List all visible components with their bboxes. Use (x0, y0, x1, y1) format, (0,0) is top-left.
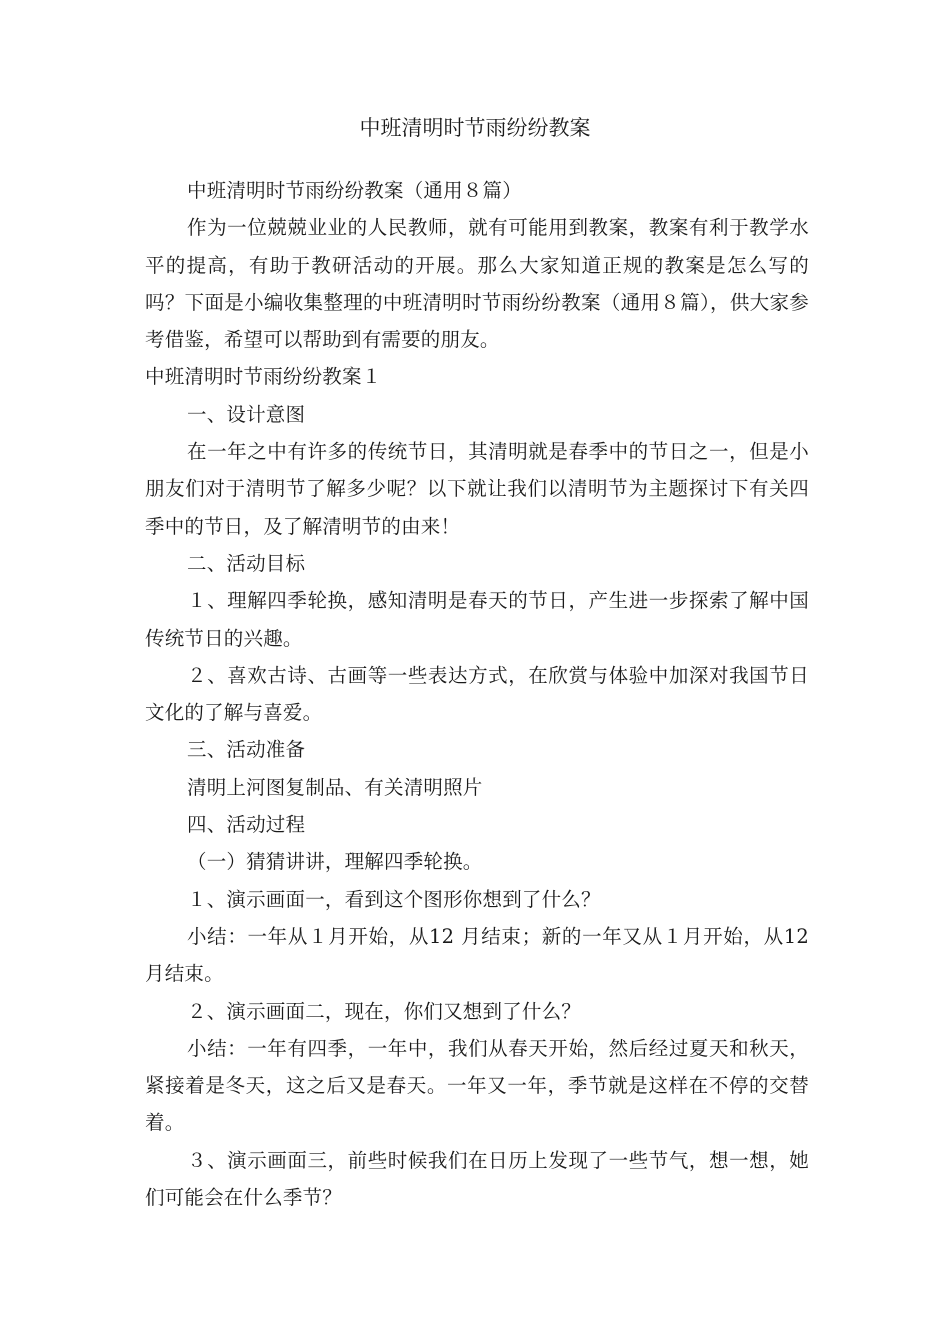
paragraph: 四、活动过程 (187, 813, 306, 837)
paragraph: ２、喜欢古诗、古画等一些表达方式，在欣赏与体验中加深对我国节日文化的了解与喜爱。 (145, 663, 809, 725)
document-body (145, 172, 809, 1216)
paragraph: 在一年之中有许多的传统节日，其清明就是春季中的节日之一，但是小朋友们对于清明节了解多少呢？以下就让我们以清明节为主题探讨下有关四季中的节日，及了解清明节的由来！ (145, 440, 809, 538)
paragraph: 一、设计意图 (187, 402, 306, 426)
paragraph: １、演示画面一，看到这个图形你想到了什么？ (187, 887, 601, 911)
paragraph: 中班清明时节雨纷纷教案（通用８篇） (187, 179, 522, 202)
paragraph: 小结：一年从１月开始，从12 月结束；新的一年又从１月开始，从12 月结束。 (145, 924, 809, 986)
paragraph: ３、演示画面三，前些时候我们在日历上发现了一些节气，想一想，她们可能会在什么季节？ (145, 1148, 809, 1210)
paragraph: 作为一位兢兢业业的人民教师，就有可能用到教案，教案有利于教学水平的提高，有助于教研活动的开展。那么大家知道正规的教案是怎么写的吗？下面是小编收集整理的中班清明时节雨纷纷教案（通用８篇），供大家参考借鉴，希望可以帮助到有需要的朋友。 (145, 216, 809, 352)
paragraph: 中班清明时节雨纷纷教案１ (145, 365, 382, 389)
paragraph: 小结：一年有四季，一年中，我们从春天开始，然后经过夏天和秋天，紧接着是冬天，这之后又是春天。一年又一年，季节就是这样在不停的交替着。 (145, 1036, 809, 1135)
paragraph: ２、演示画面二，现在，你们又想到了什么？ (187, 999, 582, 1023)
paragraph: （一）猜猜讲讲，理解四季轮换。 (187, 850, 483, 874)
paragraph: 清明上河图复制品、有关清明照片 (187, 775, 483, 799)
paragraph: 二、活动目标 (187, 551, 306, 575)
paragraph: 三、活动准备 (187, 738, 306, 762)
document-title: 中班清明时节雨纷纷教案 (359, 116, 591, 140)
paragraph: １、理解四季轮换，感知清明是春天的节日，产生进一步探索了解中国传统节日的兴趣。 (145, 589, 809, 650)
